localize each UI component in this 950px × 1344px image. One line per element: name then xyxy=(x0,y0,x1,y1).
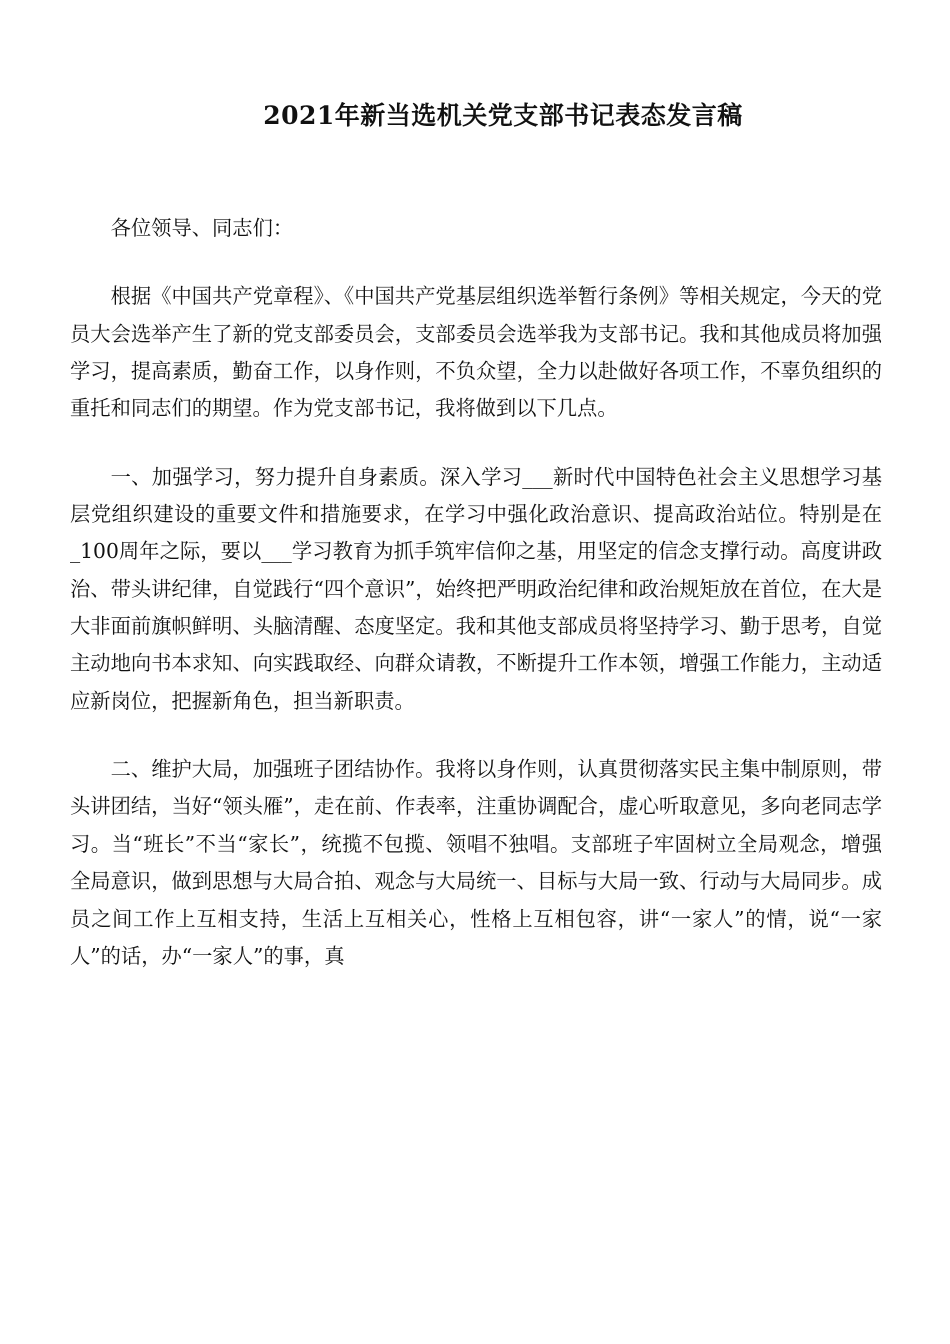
paragraph-point-one: 一、加强学习，努力提升自身素质。深入学习___新时代中国特色社会主义思想学习基层党组织建设的重要文件和措施要求，在学习中强化政治意识、提高政治站位。特别是在_100周年之际，要以___学习教育为抓手筑牢信仰之基，用坚定的信念支撑行动。高度讲政治、带头讲纪律，自觉践行“四个意识”，始终把严明政治纪律和政治规矩放在首位，在大是大非面前旗帜鲜明、头脑清醒、态度坚定。我和其他支部成员将坚持学习、勤于思考，自觉主动地向书本求知、向实践取经、向群众请教，不断提升工作本领，增强工作能力，主动适应新岗位，把握新角色，担当新职责。 xyxy=(70,464,882,713)
salutation: 各位领导、同志们： xyxy=(110,216,294,240)
paragraph-gap xyxy=(70,720,882,751)
paragraph-gap xyxy=(70,428,882,459)
paragraph-intro: 根据《中国共产党章程》、《中国共产党基层组织选举暂行条例》等相关规定，今天的党员大会选举产生了新的党支部委员会，支部委员会选举我为支部书记。我和其他成员将加强学习，提高素质，勤奋工作，以身作则，不负众望，全力以赴做好各项工作，不辜负组织的重托和同志们的期望。作为党支部书记，我将做到以下几点。 xyxy=(70,284,882,421)
paragraph-point-two: 二、维护大局，加强班子团结协作。我将以身作则，认真贯彻落实民主集中制原则，带头讲团结，当好“领头雁”，走在前、作表率，注重协调配合，虚心听取意见，多向老同志学习。当“班长”不当“家长”，统揽不包揽、领唱不独唱。支部班子牢固树立全局观念，增强全局意识，做到思想与大局合拍、观念与大局统一、目标与大局一致、行动与大局同步。成员之间工作上互相支持，生活上互相关心，性格上互相包容，讲“一家人”的情，说“一家人”的话，办“一家人”的事，真 xyxy=(70,757,882,968)
document-body xyxy=(70,210,882,975)
document-title: 2021年新当选机关党支部书记表态发言稿 xyxy=(263,101,743,130)
